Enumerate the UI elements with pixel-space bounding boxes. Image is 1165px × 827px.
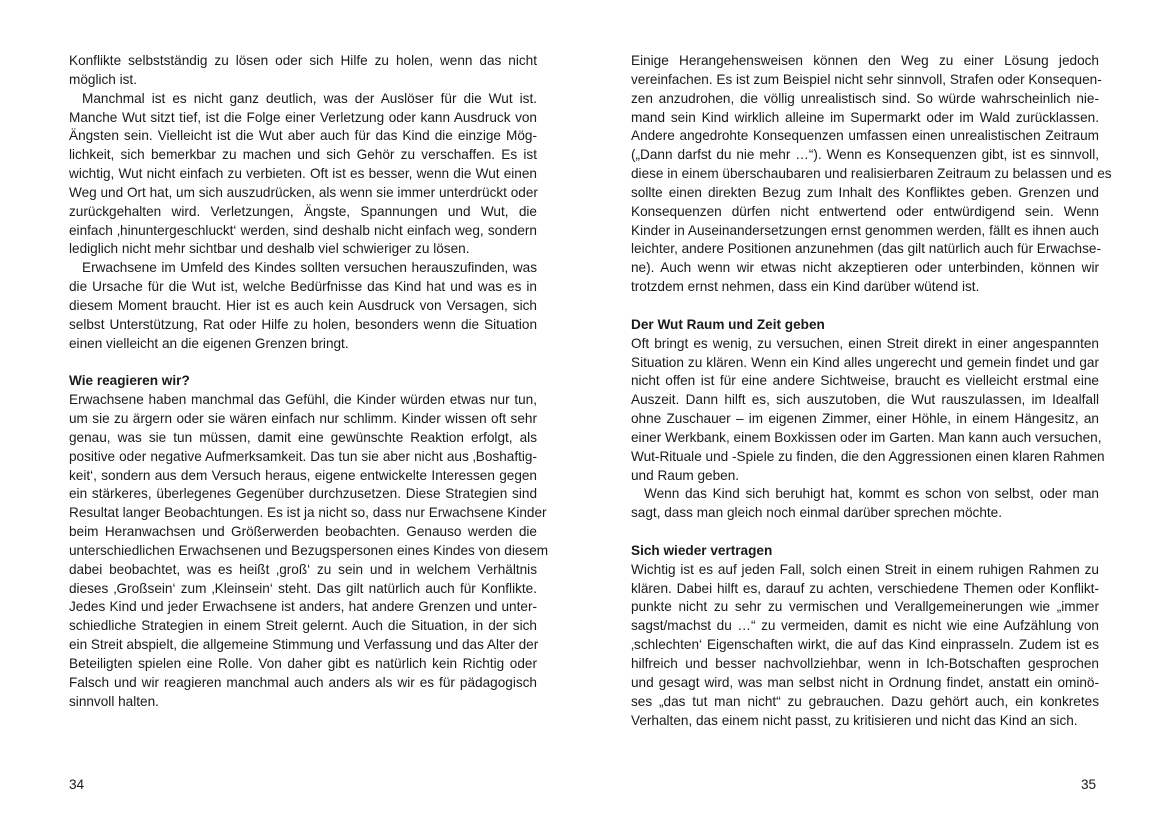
- text-line: Verhalten, das einem nicht passt, zu kritisieren und nicht das Kind an sich.: [631, 712, 1078, 728]
- text-line: diesem Moment braucht. Hier ist es auch kein Ausdruck von Versagen, sich: [69, 297, 537, 313]
- text-line: Resultat langer Beobachtungen. Es ist ja nicht so, dass nur Erwachsene Kinder: [69, 505, 547, 521]
- paragraph-2: [69, 90, 537, 260]
- text-line: schiedliche Strategien in einem Streit gelernt. Auch die Situation, in der sich: [69, 618, 537, 634]
- text-line: Wut-Rituale und -Spiele zu finden, die den Aggressionen einen klaren Rahmen: [631, 448, 1105, 464]
- text-line: ohne Zuschauer – im eigenen Zimmer, einer Höhle, in einem Hängesitz, an: [631, 411, 1099, 427]
- text-line: selbst Unterstützung, Rat oder Hilfe zu holen, besonders wenn die Situation: [69, 316, 537, 332]
- section-heading: Wie reagieren wir?: [69, 373, 190, 389]
- spacer: [69, 354, 537, 373]
- text-line: hilfreich und besser nachvollziehbar, wenn in Ich-Botschaften gesprochen: [631, 656, 1099, 671]
- text-line: Einige Herangehensweisen können den Weg zu einer Lösung jedoch: [631, 53, 1099, 68]
- text-line: Kinder in Auseinandersetzungen ernst genommen werden, fällt es ihnen auch: [631, 222, 1099, 238]
- text-line: Erwachsene im Umfeld des Kindes sollten versuchen herauszufinden, was: [82, 260, 537, 276]
- section-paragraph: [631, 485, 1099, 523]
- text-line: ‚schlechten‘ Eigenschaften wirkt, die auf das Kind einprasseln. Zudem ist es: [631, 637, 1099, 653]
- text-line: einfach ‚hinuntergeschluckt‘ werden, sind deshalb nicht einfach weg, sondern: [69, 222, 537, 238]
- section-heading: Sich wieder vertragen: [631, 542, 773, 558]
- text-line: trotzdem ernst nehmen, dass ein Kind darüber wütend ist.: [631, 279, 980, 295]
- text-line: zen anzudrohen, die völlig unrealistisch sind. So würde wahrscheinlich nie-: [631, 90, 1099, 106]
- paragraph-3: [69, 259, 537, 353]
- text-line: („Dann darfst du nie mehr …“). Wenn es Konsequenzen gibt, ist es sinnvoll,: [631, 147, 1099, 163]
- text-line: Falsch und wir reagieren manchmal auch anders als wir es für pädagogisch: [69, 674, 537, 690]
- text-line: Wichtig ist es auf jeden Fall, solch einen Streit in einem ruhigen Rahmen zu: [631, 561, 1099, 577]
- intro-paragraph: [631, 52, 1112, 297]
- page-number-right: 35: [1081, 777, 1097, 792]
- text-line: und gesagt wird, was man selbst nicht in Ordnung findet, anstatt ein ominö-: [631, 674, 1099, 690]
- section-paragraph: [69, 391, 549, 711]
- page-number-left: 34: [69, 777, 85, 792]
- text-line: ein Streit abspielt, die allgemeine Stimmung und Verfassung und das Alter der: [69, 637, 539, 653]
- text-line: keit‘, sondern aus dem Versuch heraus, eigene entwickelte Interessen gegen: [69, 467, 537, 483]
- text-line: um sie zu ärgern oder sie wären einfach nur schlimm. Kinder wissen oft sehr: [69, 411, 537, 427]
- text-line: beim Heranwachsen und Größerwerden beobachten. Genauso werden die: [69, 524, 537, 540]
- text-line: die Ursache für die Wut ist, welche Bedürfnisse das Kind hat und was es in: [69, 279, 537, 295]
- text-line: einen vielleicht an die eigenen Grenzen bringt.: [69, 335, 349, 351]
- text-line: ne). Auch wenn wir etwas nicht akzeptieren oder unterbinden, können wir: [631, 260, 1099, 276]
- section-heading: Der Wut Raum und Zeit geben: [631, 316, 825, 332]
- text-line: lichkeit, sich bemerkbar zu machen und sich Gehör zu verschaffen. Es ist: [69, 147, 537, 163]
- text-line: sagt, dass man gleich noch einmal darüber sprechen möchte.: [631, 505, 1003, 521]
- text-line: wichtig, Wut nicht einfach zu verbieten. Oft ist es besser, wenn die Wut einen: [69, 166, 537, 182]
- text-line: Weg und Ort hat, um sich auszudrücken, als wenn sie immer unterdrückt oder: [69, 184, 538, 200]
- text-line: Manche Wut sitzt tief, ist die Folge einer Verletzung oder kann Ausdruck von: [69, 109, 537, 125]
- text-line: mand sein Kind wirklich alleine im Supermarkt oder im Wald zurücklassen.: [631, 109, 1099, 125]
- text-line: lediglich nicht mehr sichtbar und deshalb viel schwieriger zu lösen.: [69, 241, 470, 257]
- right-page: [631, 52, 1112, 730]
- text-line: zurückgehalten wird. Verletzungen, Ängste, Spannungen und Wut, die: [69, 203, 537, 219]
- text-line: Oft bringt es wenig, zu versuchen, einen Streit direkt in einer angespannten: [631, 335, 1099, 351]
- text-line: Wenn das Kind sich beruhigt hat, kommt es schon von selbst, oder man: [644, 486, 1099, 502]
- text-line: punkte nicht zu sehr zu vermischen und Verallgemeinerungen wie „immer: [631, 599, 1099, 615]
- left-page: [69, 52, 549, 712]
- text-line: möglich ist.: [69, 71, 137, 87]
- text-line: Erwachsene haben manchmal das Gefühl, die Kinder würden etwas nur tun,: [69, 392, 537, 408]
- text-line: Manchmal ist es nicht ganz deutlich, was der Auslöser für die Wut ist.: [82, 90, 537, 106]
- text-line: dieses ‚Großsein‘ zum ‚Kleinsein‘ steht. Das gilt natürlich auch für Konflikte.: [69, 580, 537, 596]
- text-line: und Raum geben.: [631, 467, 740, 483]
- section-paragraph: [631, 561, 1099, 731]
- text-line: Andere angedrohte Konsequenzen umfassen einen unrealistischen Zeitraum: [631, 128, 1099, 144]
- text-line: leichter, andere Positionen anzunehmen (das gilt natürlich auch für Erwachse-: [631, 241, 1102, 257]
- text-line: einer Werkbank, einem Boxkissen oder im Garten. Man kann auch versuchen,: [631, 429, 1102, 445]
- text-line: Auszeit. Dann hilft es, sich auszutoben, die Wut rauszulassen, im Idealfall: [631, 392, 1099, 408]
- text-line: sagst/machst du …“ zu vermeiden, damit es nicht wie eine Aufzählung von: [631, 618, 1099, 634]
- text-line: Beteiligten spielen eine Rolle. Von daher gibt es natürlich kein Richtig oder: [69, 656, 537, 671]
- text-line: Konflikte selbstständig zu lösen oder sich Hilfe zu holen, wenn das nicht: [69, 53, 537, 68]
- text-line: Konsequenzen dürfen nicht entwertend oder entwürdigend sein. Wenn: [631, 203, 1099, 219]
- section-paragraph: [631, 335, 1105, 486]
- text-line: vereinfachen. Es ist zum Beispiel nicht sehr sinnvoll, Strafen oder Konsequen-: [631, 71, 1102, 87]
- text-line: dabei beobachtet, was es heißt ‚groß‘ zu sein und in welchem Verhältnis: [69, 561, 537, 577]
- text-line: sinnvoll halten.: [69, 693, 159, 709]
- text-line: positive oder negative Aufmerksamkeit. Das tun sie aber nicht aus ‚Boshaftig-: [69, 448, 537, 464]
- paragraph-1: [69, 52, 537, 90]
- text-line: nicht offen ist für eine andere Sichtweise, braucht es vielleicht erstmal eine: [631, 373, 1099, 389]
- spacer: [631, 297, 1099, 316]
- text-line: genau, was sie tun müssen, damit eine gewünschte Reaktion erfolgt, als: [69, 429, 537, 445]
- text-line: Situation zu klären. Wenn ein Kind alles ungerecht und gemein findet und gar: [631, 354, 1099, 370]
- spacer: [631, 523, 1099, 542]
- text-line: unterschiedlichen Erwachsenen und Bezugspersonen eines Kindes von diesem: [69, 542, 549, 558]
- text-line: ein stärkeres, überlegenes Gegenüber durchzusetzen. Diese Strategien sind: [69, 486, 537, 502]
- text-line: sollte einen direkten Bezug zum Inhalt des Konfliktes geben. Grenzen und: [631, 184, 1099, 200]
- text-line: klären. Dabei hilft es, darauf zu achten, verschiedene Themen oder Konflikt-: [631, 580, 1099, 596]
- text-line: Jedes Kind und jeder Erwachsene ist anders, hat andere Grenzen und unter-: [69, 599, 537, 615]
- text-line: diese in einem überschaubaren und realisierbaren Zeitraum zu belassen und es: [631, 166, 1112, 182]
- text-line: Ängsten sein. Vielleicht ist die Wut aber auch für das Kind die einzige Mög-: [69, 128, 537, 144]
- text-line: ses „das tut man nicht“ zu gebrauchen. Dazu gehört auch, ein konkretes: [631, 693, 1099, 709]
